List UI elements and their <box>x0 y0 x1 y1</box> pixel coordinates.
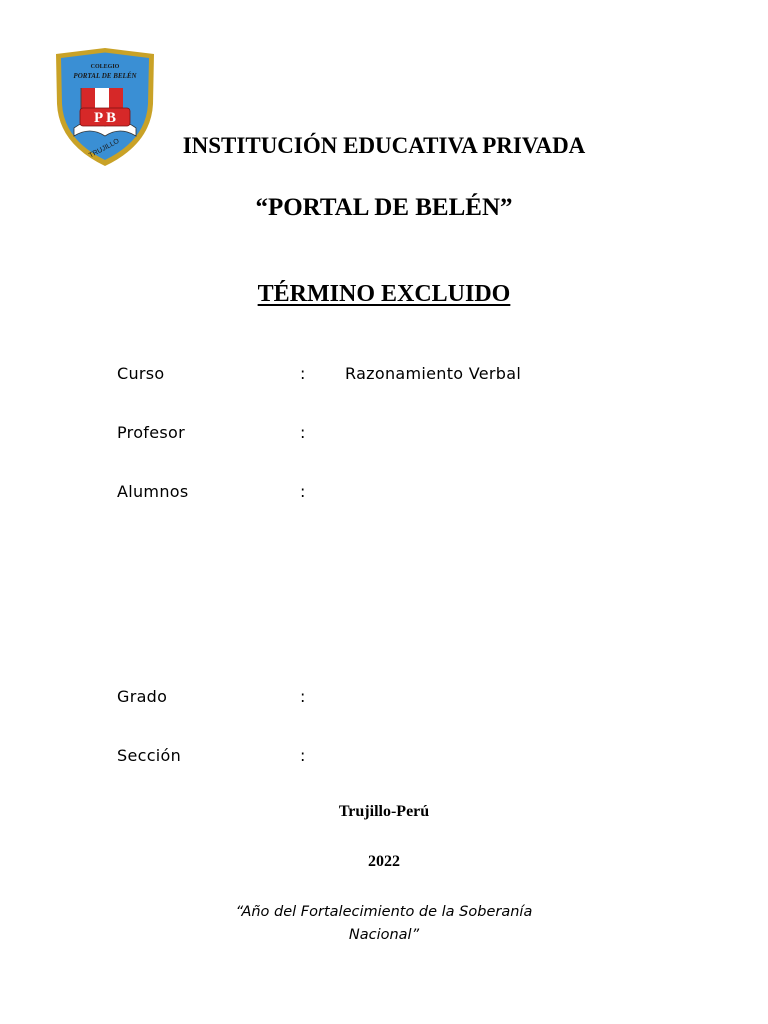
field-label: Sección <box>117 746 182 765</box>
field-label: Profesor <box>117 423 185 442</box>
field-separator: : <box>300 364 306 383</box>
institution-heading: INSTITUCIÓN EDUCATIVA PRIVADA <box>182 133 586 158</box>
field-separator: : <box>300 482 306 501</box>
motto-line-2: Nacional” <box>348 927 420 943</box>
field-separator: : <box>300 687 306 706</box>
field-separator: : <box>300 423 306 442</box>
field-value: Razonamiento Verbal <box>345 364 522 383</box>
svg-text:P B: P B <box>93 110 117 126</box>
field-profesor <box>117 423 677 447</box>
document-title <box>0 281 768 308</box>
field-label: Alumnos <box>117 482 189 501</box>
svg-text:TRUJILLO: TRUJILLO <box>88 137 121 160</box>
year: 2022 <box>368 853 400 870</box>
school-name: “PORTAL DE BELÉN” <box>255 194 513 221</box>
motto-line-1: “Año del Fortalecimiento de la Soberanía <box>235 904 533 920</box>
field-grado <box>117 687 677 711</box>
field-curso <box>117 364 677 388</box>
svg-text:PORTAL DE BELÉN: PORTAL DE BELÉN <box>73 72 137 80</box>
document-title-text: TÉRMINO EXCLUIDO <box>257 281 511 307</box>
field-label: Curso <box>117 364 165 383</box>
field-label: Grado <box>117 687 168 706</box>
svg-text:COLEGIO: COLEGIO <box>90 64 120 70</box>
field-separator: : <box>300 746 306 765</box>
city-country: Trujillo-Perú <box>338 803 430 820</box>
field-seccion <box>117 746 677 770</box>
field-alumnos <box>117 482 677 506</box>
